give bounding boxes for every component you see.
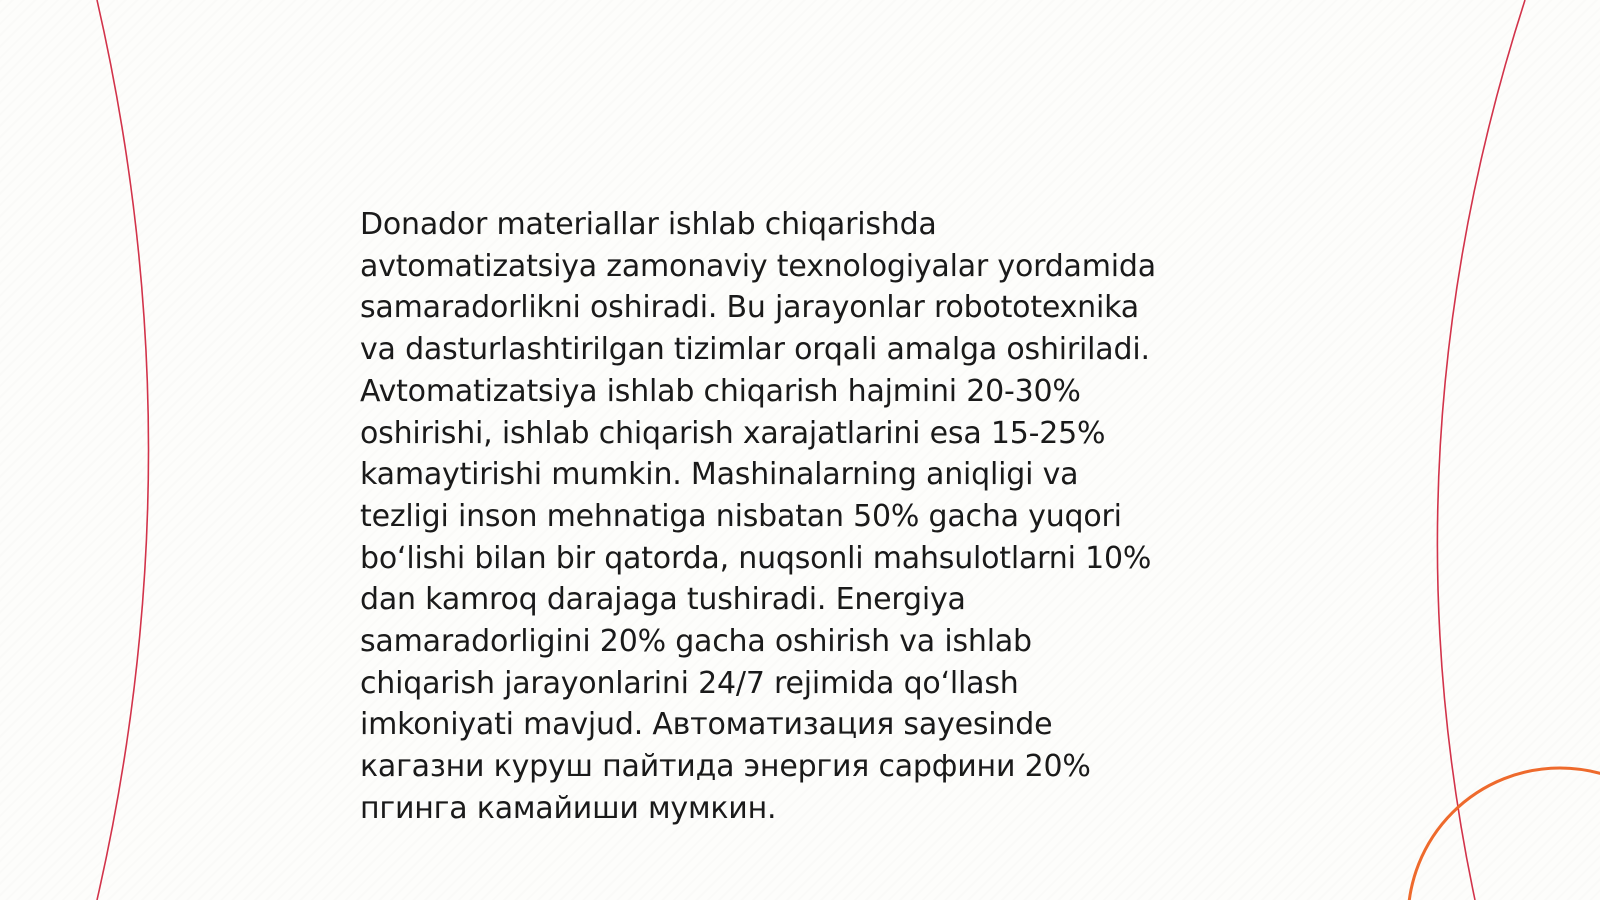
text-line: bo‘lishi bilan bir qatorda, nuqsonli mahsulotlarni 10% [360,540,1152,576]
text-line: пгинга камайиши мумкин. [360,790,777,826]
orange-circle-arc [1408,768,1600,900]
right-curve-line [1437,0,1525,900]
text-line: Donador materiallar ishlab chiqarishda [360,207,937,242]
text-line: va dasturlashtirilgan tizimlar orqali amalga oshiriladi. [360,332,1150,368]
body-text [360,204,1240,830]
text-line: samaradorlikni oshiradi. Bu jarayonlar robototexnika [360,290,1139,326]
text-line: tezligi inson mehnatiga nisbatan 50% gacha yuqori [360,498,1122,534]
text-line: oshirishi, ishlab chiqarish xarajatlarini esa 15-25% [360,415,1106,451]
text-line: avtomatizatsiya zamonaviy texnologiyalar yordamida [360,248,1156,284]
left-curve-line [97,0,149,900]
text-line: samaradorligini 20% gacha oshirish va ishlab [360,624,1032,660]
text-line: dan kamroq darajaga tushiradi. Energiya [360,582,966,618]
text-line: imkoniyati mavjud. Автоматизация sayesinde [360,707,1053,743]
text-line: kamaytirishi mumkin. Mashinalarning aniqligi va [360,457,1079,493]
text-line: Avtomatizatsiya ishlab chiqarish hajmini 20-30% [360,373,1081,409]
text-line: кагазни куруш пайтида энергия сарфини 20% [360,749,1091,785]
text-line: chiqarish jarayonlarini 24/7 rejimida qo‘llash [360,665,1019,701]
